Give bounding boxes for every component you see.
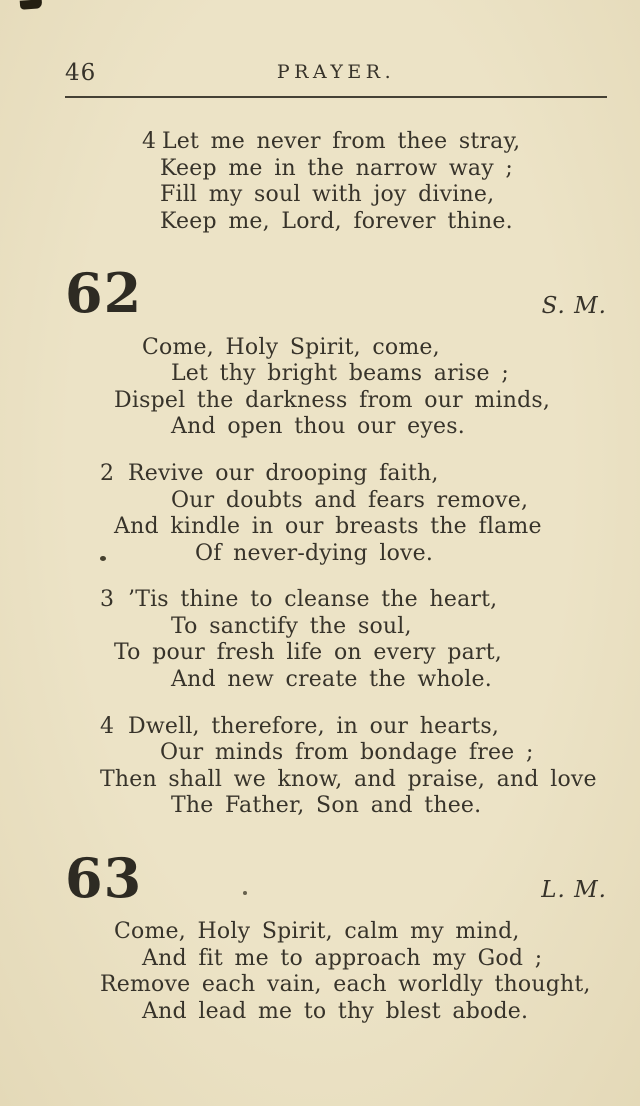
verse-number: 4 <box>100 713 115 739</box>
verse-line-text: Dwell, therefore, in our hearts, <box>128 713 500 739</box>
verse-line: Come, Holy Spirit, calm my mind, <box>114 919 520 945</box>
ink-speck <box>20 0 43 10</box>
verse-number: 2 <box>100 460 115 486</box>
continuation-verse <box>100 129 607 235</box>
verse-line: Dispel the darkness from our minds, <box>114 387 551 413</box>
verse-line: And kindle in our breasts the flame <box>114 514 542 540</box>
verse-line <box>142 129 607 156</box>
ink-speck <box>100 556 106 561</box>
ink-speck <box>243 891 247 895</box>
verse <box>100 714 607 820</box>
verse-line: And fit me to approach my God ; <box>142 945 543 971</box>
verse-line: Keep me, Lord, forever thine. <box>160 208 513 234</box>
verse <box>100 587 607 693</box>
verse-line-text: Revive our drooping faith, <box>128 460 439 486</box>
verse-line: And open thou our eyes. <box>171 414 465 440</box>
verse-line <box>100 714 607 741</box>
verse <box>100 919 607 1025</box>
verse-line: Remove each vain, each worldly thought, <box>100 972 591 998</box>
hymn-meter: S. M. <box>541 292 607 319</box>
hymn-number: 63 <box>65 846 143 911</box>
verse-line: The Father, Son and thee. <box>171 793 482 819</box>
verse-line: To pour fresh life on every part, <box>114 640 502 666</box>
hymn-meter: L. M. <box>541 877 607 904</box>
verse-line: Then shall we know, and praise, and love <box>100 766 597 792</box>
hymn-number: 62 <box>65 261 143 326</box>
verse-line: Keep me in the narrow way ; <box>160 155 514 181</box>
verse-line: Our minds from bondage free ; <box>160 740 534 766</box>
verse-line: And lead me to thy blest abode. <box>142 998 529 1024</box>
header-rule <box>65 96 607 98</box>
verse-line: And new create the whole. <box>171 667 492 693</box>
page-header <box>65 56 607 88</box>
verse-line: Come, Holy Spirit, come, <box>142 334 440 360</box>
verse <box>100 335 607 441</box>
verse <box>100 461 607 567</box>
hymn-62-header <box>65 261 607 326</box>
page-title: PRAYER. <box>276 61 396 83</box>
hymn-63-header <box>65 846 607 911</box>
verse-line-text: Let me never from thee stray, <box>162 129 521 154</box>
hymn-62-body <box>100 335 607 821</box>
verse-line: Let thy bright beams arise ; <box>171 361 509 387</box>
verse-line <box>100 587 607 614</box>
verse-line: Of never-dying love. <box>195 540 434 566</box>
verse-line: Fill my soul with joy divine, <box>160 182 495 208</box>
verse-line-text: ’Tis thine to cleanse the heart, <box>128 587 498 613</box>
verse-number: 3 <box>100 587 115 613</box>
hymn-63-body <box>100 919 607 1025</box>
verse-line: Our doubts and fears remove, <box>171 487 529 513</box>
verse-line: To sanctify the soul, <box>171 613 412 639</box>
verse-number: 4 <box>142 129 157 154</box>
verse-line <box>100 461 607 488</box>
page-number: 46 <box>65 60 97 86</box>
